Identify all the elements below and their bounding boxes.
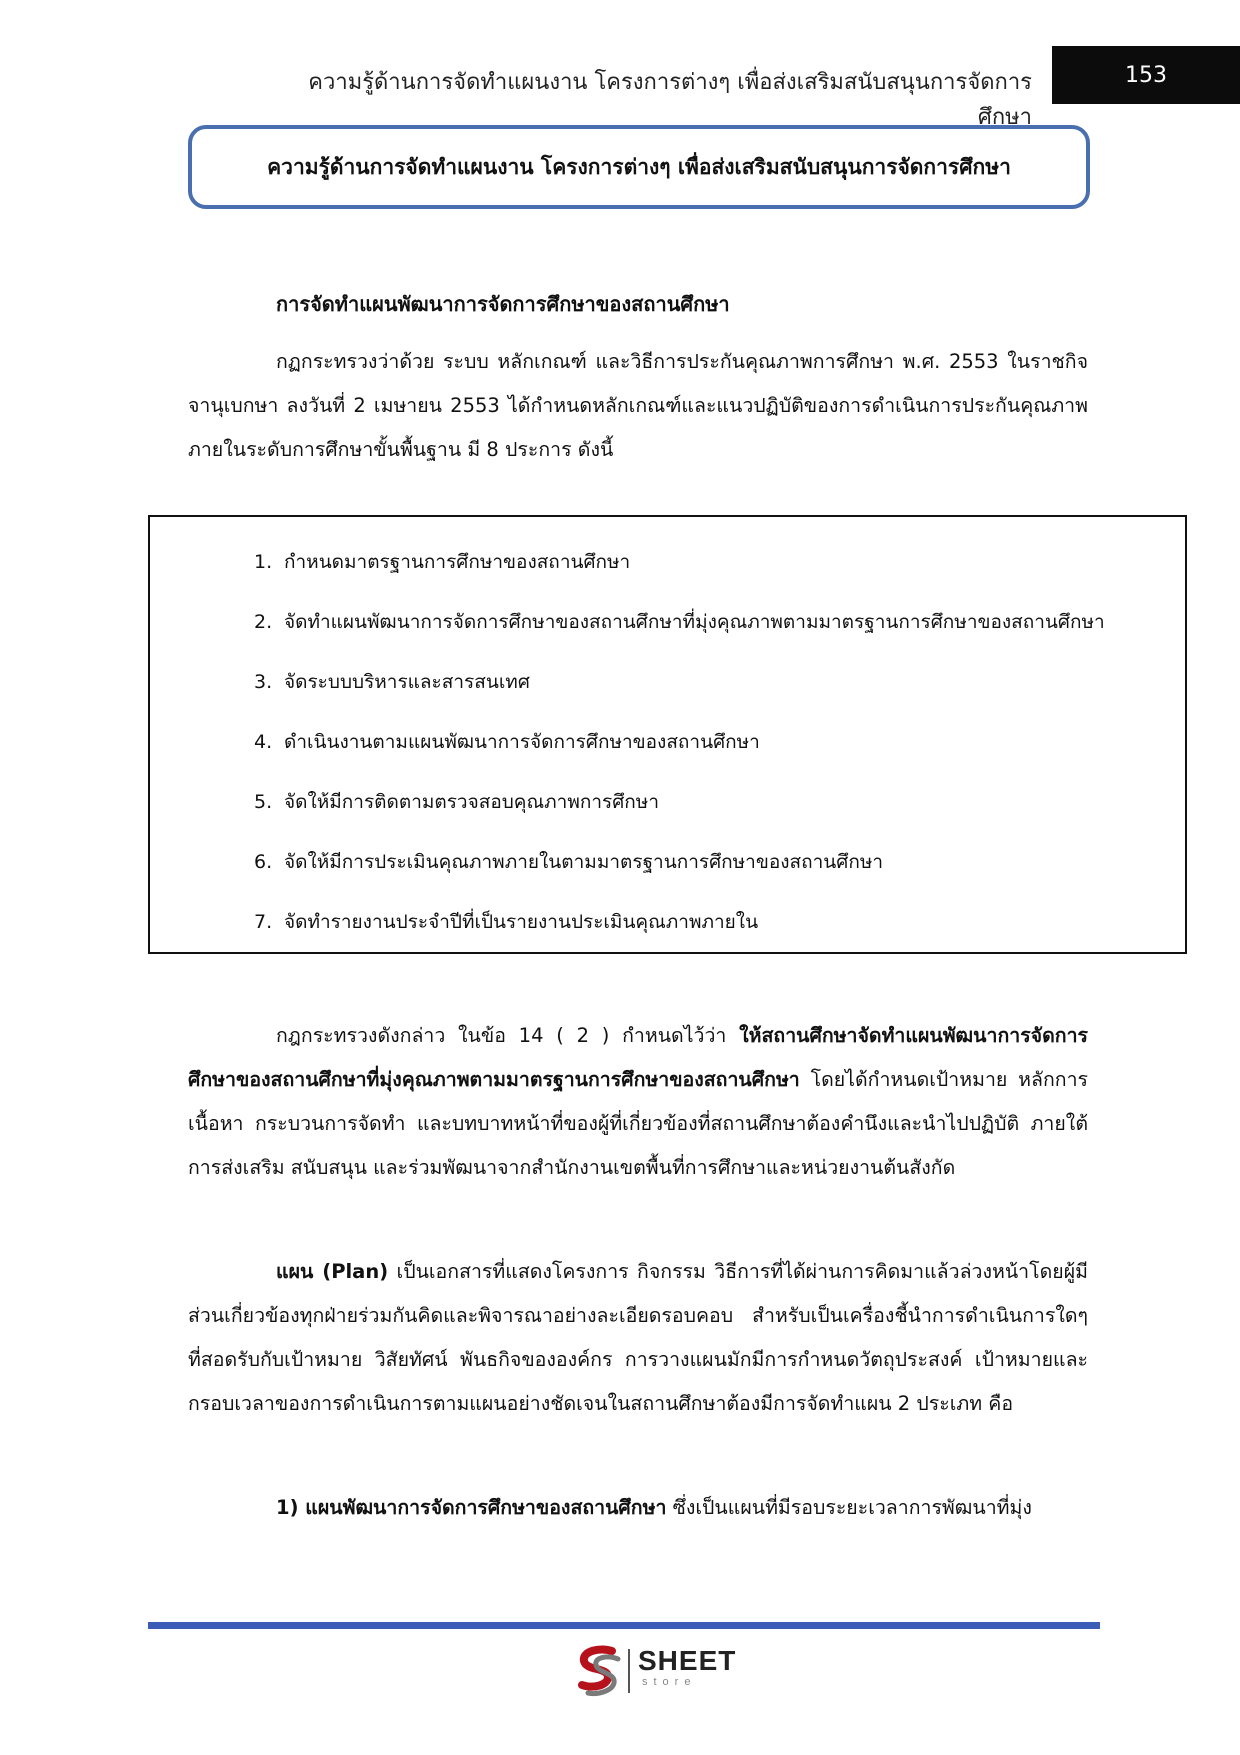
plan-type-term: 1) แผนพัฒนาการจัดการศึกษาของสถานศึกษา xyxy=(276,1496,667,1519)
plan-type-paragraph: 1) แผนพัฒนาการจัดการศึกษาของสถานศึกษา ซึ่งเป็นแผนที่มีรอบระยะเวลาการพัฒนาที่มุ่ง xyxy=(276,1496,1032,1519)
list-item: 2. จัดทำแผนพัฒนาการจัดการศึกษาของสถานศึกษาที่มุ่งคุณภาพตามมาตรฐานการศึกษาของสถานศึกษา xyxy=(254,611,1105,633)
list-item: 6. จัดให้มีการประเมินคุณภาพภายในตามมาตรฐานการศึกษาของสถานศึกษา xyxy=(254,851,884,873)
logo-subtext: store xyxy=(642,1676,697,1688)
page-number: 153 xyxy=(1052,46,1240,104)
criteria-list-box xyxy=(148,515,1187,954)
intro-paragraph xyxy=(188,340,1088,472)
list-item: 7. จัดทำรายงานประจำปีที่เป็นรายงานประเมินคุณภาพภายใน xyxy=(254,911,759,933)
regulation-emphasis: ให้สถานศึกษาจัดทำแผนพัฒนาการจัดการศึกษาของสถานศึกษาที่มุ่งคุณภาพตามมาตรฐานการศึกษาของสถานศึกษา xyxy=(188,1024,1088,1091)
running-header-title: ความรู้ด้านการจัดทำแผนงาน โครงการต่างๆ เพื่อส่งเสริมสนับสนุนการจัดการศึกษา xyxy=(308,70,1032,130)
logo-divider xyxy=(628,1649,630,1693)
logo-wordmark: SHEET xyxy=(638,1645,737,1676)
chapter-title-box xyxy=(188,125,1090,209)
intro-text: กฏกระทรวงว่าด้วย ระบบ หลักเกณฑ์ และวิธีการประกันคุณภาพการศึกษา พ.ศ. 2553 ในราชกิจจานุเบกษา ลงวันที่ 2 เมษายน 2553 ได้กำหนดหลักเกณฑ์และแนวปฏิบัติของการดำเนินการประกันคุณภาพภายในระดับการศึกษาขั้นพื้นฐาน มี 8 ประการ ดังนี้ xyxy=(188,350,1088,461)
footer-rule xyxy=(148,1622,1100,1629)
sheetstore-s-logo-icon xyxy=(574,1645,624,1697)
list-item: 5. จัดให้มีการติดตามตรวจสอบคุณภาพการศึกษา xyxy=(254,791,659,813)
footer-logo xyxy=(574,1645,774,1697)
list-item: 1. กำหนดมาตรฐานการศึกษาของสถานศึกษา xyxy=(254,551,631,573)
section-heading: การจัดทำแผนพัฒนาการจัดการศึกษาของสถานศึกษา xyxy=(276,292,730,316)
plan-term: แผน (Plan) xyxy=(276,1260,389,1283)
plan-definition-paragraph: แผน (Plan) เป็นเอกสารที่แสดงโครงการ กิจกรรม วิธีการที่ได้ผ่านการคิดมาแล้วล่วงหน้าโดยผู้มีส่วนเกี่ยวข้องทุกฝ่ายร่วมกันคิดและพิจารณาอย่างละเอียดรอบคอบ สำหรับเป็นเครื่องชี้นำการดำเนินการใดๆ ที่สอดรับกับเป้าหมาย วิสัยทัศน์ พันธกิจขององค์กร การวางแผนมักมีการกำหนดวัตถุประสงค์ เป้าหมายและกรอบเวลาของการดำเนินการตามแผนอย่างชัดเจนในสถานศึกษาต้องมีการจัดทำแผน 2 ประเภท คือ xyxy=(188,1260,1088,1415)
list-item: 3. จัดระบบบริหารและสารสนเทศ xyxy=(254,671,530,693)
regulation-paragraph: กฎกระทรวงดังกล่าว ในข้อ 14 ( 2 ) กำหนดไว้ว่า ให้สถานศึกษาจัดทำแผนพัฒนาการจัดการศึกษาของสถานศึกษาที่มุ่งคุณภาพตามมาตรฐานการศึกษาของสถานศึกษา โดยได้กำหนดเป้าหมาย หลักการ เนื้อหา กระบวนการจัดทำ และบทบาทหน้าที่ของผู้ที่เกี่ยวข้องที่สถานศึกษาต้องคำนึงและนำไปปฏิบัติ ภายใต้การส่งเสริม สนับสนุน และร่วมพัฒนาจากสำนักงานเขตพื้นที่การศึกษาและหน่วยงานต้นสังกัด xyxy=(188,1024,1088,1179)
chapter-title: ความรู้ด้านการจัดทำแผนงาน โครงการต่างๆ เพื่อส่งเสริมสนับสนุนการจัดการศึกษา xyxy=(267,154,1011,179)
list-item: 4. ดำเนินงานตามแผนพัฒนาการจัดการศึกษาของสถานศึกษา xyxy=(254,731,760,753)
